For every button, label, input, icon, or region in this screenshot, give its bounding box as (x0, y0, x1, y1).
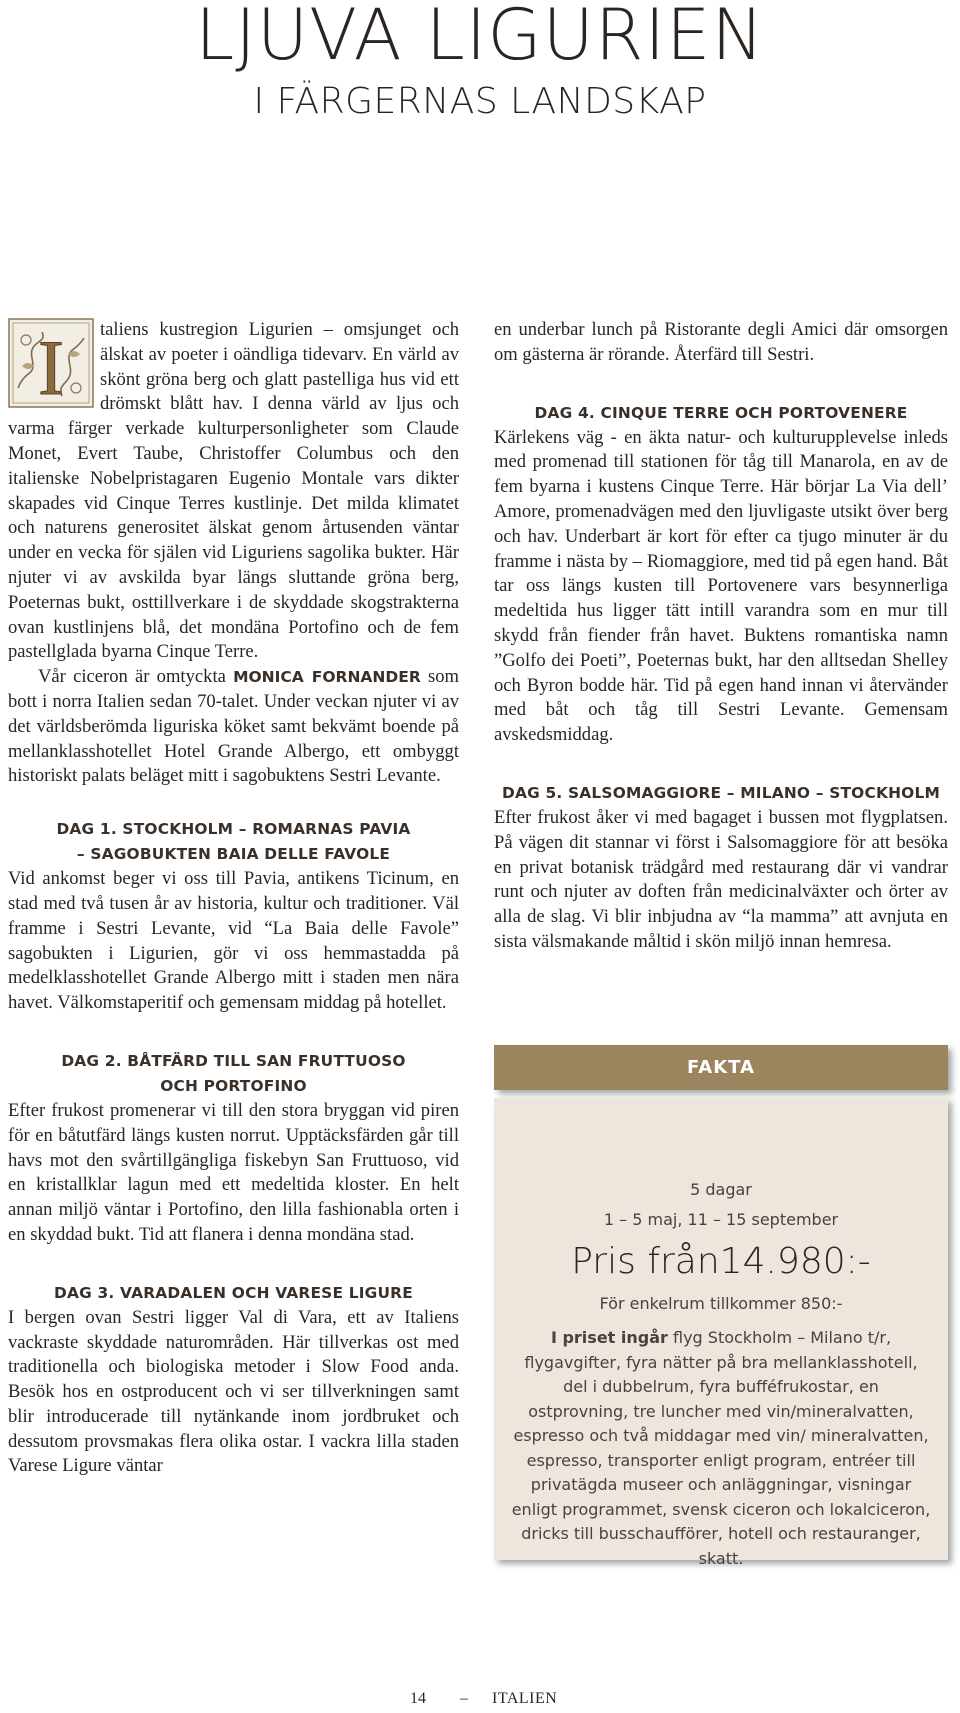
right-column (494, 318, 948, 955)
page-number: 14 (410, 1690, 426, 1707)
day-3-heading: DAG 3. VARADALEN OCH VARESE LIGURE (54, 1283, 413, 1302)
drop-cap-letter: I (38, 324, 64, 408)
day-1-heading: DAG 1. STOCKHOLM – ROMARNAS PAVIA – SAGOBUKTEN BAIA DELLE FAVOLE (56, 820, 411, 864)
intro-paragraph-2 (8, 665, 459, 789)
intro-paragraph-2-end: som bott i norra Italien sedan 70-talet. Under veckan njuter vi av det världsberömda liguriska köket samt bekvämt boende på mellanklasshotellet Hotel Grande Albergo, ett ombyggt historiskt palats beläget mitt i sagobuktens Sestri Levante. (8, 666, 459, 787)
intro-paragraph: taliens kustregion Ligurien – omsjunget och älskat av poeter i oändliga tidevarv. En värld av skönt gröna berg och glatt pastelliga hus vid ett drömskt blått hav. I denna värld av ljus och varma färger verkade kulturpersonligheter som Claude Monet, Evert Taube, Christoffer Columbus och den italienske Nobelpristagaren Eugenio Montale vars dikter skapades vid Cinque Terres kustlinje. Det milda klimatet och naturens generositet älskat genom årtusenden väntar under en vecka för själen vid Liguriens sagolika bukter. Här njuter vi av avskilda byar längs sluttande gröna berg, Poeternas bukt, osttillverkare i de skyddade skogstrakterna ovan kustlinjens blå, det mondäna Portofino och de fem pastellglada byarna Cinque Terre. (8, 319, 459, 663)
day-4-heading: DAG 4. CINQUE TERRE OCH PORTOVENERE (534, 403, 908, 422)
intro-paragraph-2-start: Vår ciceron är omtyckta (38, 666, 234, 688)
fakta-included-text: flyg Stockholm – Milano t/r, flygavgifter, fyra nätter på bra mellanklasshotell, del i dubbelrum, fyra bufféfrukostar, en ostprovning, tre luncher med vin/mineralvatten, espresso och två middagar med vin/ mineralvatten, espresso, transporter enligt program, entréer till privatägda museer och anläggningar, visningar enligt programmet, svensk ciceron och lokalciceron, dricks till busschaufförer, hotell och restauranger, skatt. (511, 1328, 931, 1568)
fakta-box (494, 1045, 948, 1575)
drop-cap-illustration (8, 318, 94, 408)
day-3-text: I bergen ovan Sestri ligger Val di Vara, ett av Italiens vackraste skyddade naturområden. Här tillverkas ost med traditionella och biologiska metoder i Slow Food anda. Besök hos en ostproducent och vi ser tillverkningen samt blir introducerade till nytänkande inom jordbruket och dessutom provsmakas flera olika ostar. I vackra lilla staden Varese Ligure väntar (8, 1306, 459, 1477)
day-4-text: Kärlekens väg - en äkta natur- och kulturupplevelse inleds med promenad till stationen för tåg till Manarola, en av de fem byarna i kustens Cinque Terre. Här börjar La Via dell’ Amore, promenadvägen med den ljuvligaste utsikt över berg och hav. Underbart är kort för efter ca tjugo minuter är du framme i nästa by – Riomaggiore, med tid på egen hand. Båt tar oss längs kusten till Portovenere vars besynnerliga medeltida hus ligger tätt intill varandra som en mur till skydd från fiender från havet. Buktens romantiska namn ”Golfo dei Poeti”, Poeternas bukt, har den alltsedan Shelley och Byron bodde här. Tid på egen hand innan vi återvänder med båt och tåg till Sestri Levante. Gemensam avskedsmiddag. (494, 426, 948, 746)
day-5-text: Efter frukost åker vi med bagaget i bussen mot flygplatsen. På vägen dit stannar vi först i Salsomaggiore för att besöka en privat botanisk trädgård med restaurang där vi vandrar runt och njuter av doften från medicinalväxter och örter av alla de slag. Vi blir inbjudna av “la mamma” att avnjuta en sista välsmakande måltid i skön miljö innan hemresa. (494, 806, 948, 952)
footer-dash: – (460, 1690, 468, 1707)
footer-section: ITALIEN (492, 1690, 558, 1707)
fakta-included (511, 1326, 931, 1571)
fakta-price: Pris från14.980:- (571, 1241, 871, 1282)
page-subtitle: I FÄRGERNAS LANDSKAP (253, 81, 707, 122)
day-2-text: Efter frukost promenerar vi till den stora bryggan vid piren för en båtutfärd längs kusten norrut. Upptäcksfärden går till havs mot den svårtillgängliga fiskebyn San Fruttuoso, vid en kristallklar lagun med ett medeltida kloster. En helt annan miljö väntar i Portofino, den lilla fashionabla orten i en skyddad bukt. Tid att flanera i denna mondäna stad. (8, 1099, 459, 1245)
fakta-heading: FAKTA (494, 1045, 948, 1090)
page-title: LJUVA LIGURIEN (195, 0, 765, 76)
day-3-text-continued: en underbar lunch på Ristorante degli Amici där omsorgen om gästerna är rörande. Återfärd till Sestri. (494, 319, 948, 365)
day-1-text: Vid ankomst beger vi oss till Pavia, antikens Ticinum, en stad med två tusen år av historia, kultur och traditioner. Väl framme i Sestri Levante, vid “La Baia delle Favole” sagobukten i Ligurien, gör vi oss hemmastadda på medelklasshotellet Grande Albergo mitt i staden men nära havet. Välkomstaperitif och gemensam middag på hotellet. (8, 868, 459, 1014)
day-2-heading: DAG 2. BÅTFÄRD TILL SAN FRUTTUOSO OCH PORTOFINO (61, 1051, 406, 1095)
fakta-dates: 1 – 5 maj, 11 – 15 september (603, 1210, 839, 1229)
guide-name: MONICA FORNANDER (233, 668, 421, 687)
fakta-single-supplement: För enkelrum tillkommer 850:- (599, 1294, 843, 1313)
fakta-duration: 5 dagar (690, 1180, 752, 1199)
fakta-body (494, 1098, 948, 1568)
left-column (8, 318, 459, 1479)
fakta-included-label: I priset ingår (550, 1328, 668, 1347)
day-5-heading: DAG 5. SALSOMAGGIORE – MILANO – STOCKHOLM (502, 783, 940, 802)
